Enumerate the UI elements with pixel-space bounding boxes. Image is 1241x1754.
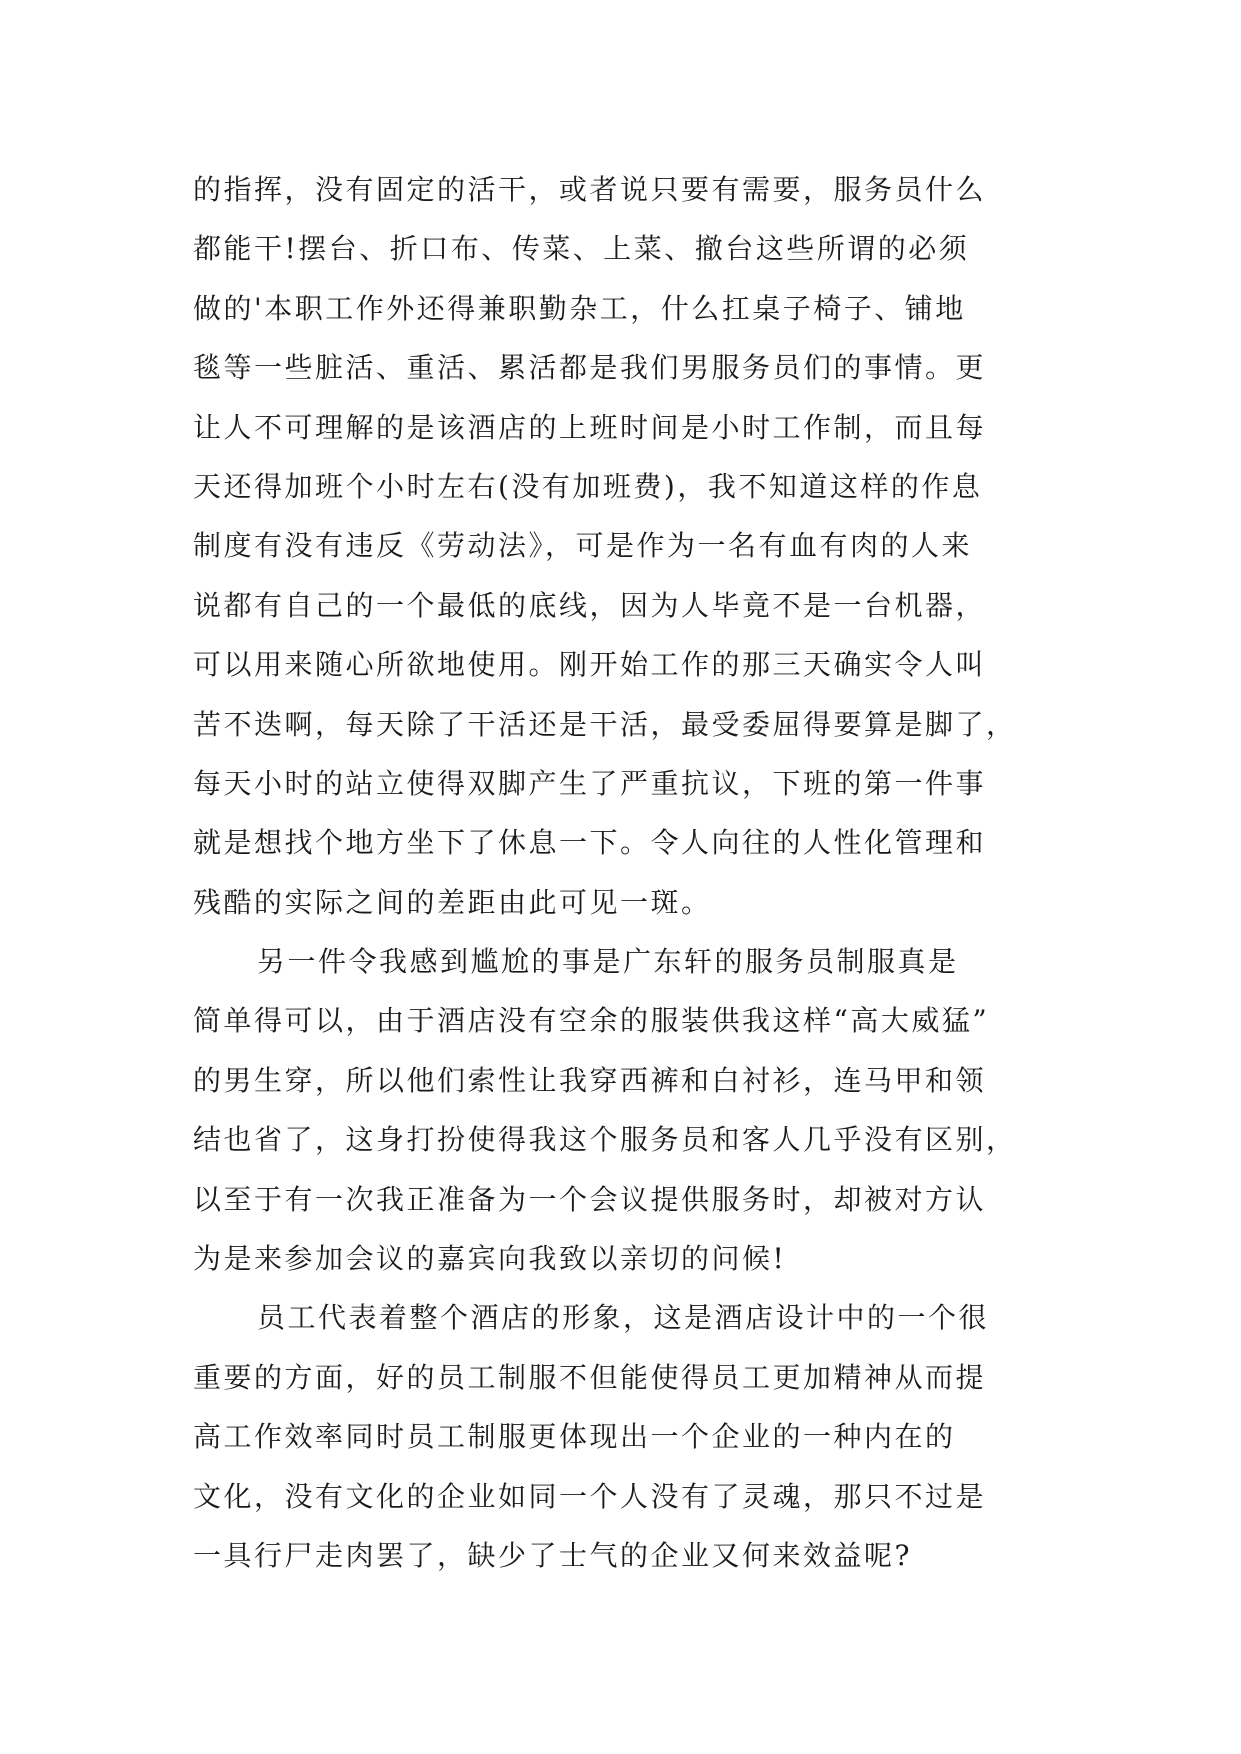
paragraph-start-line: 员工代表着整个酒店的形象，这是酒店设计中的一个很 <box>257 1301 990 1335</box>
text-line: 让人不可理解的是该酒店的上班时间是小时工作制，而且每 <box>193 410 987 444</box>
text-line: 就是想找个地方坐下了休息一下。令人向往的人性化管理和 <box>193 826 987 860</box>
text-line: 重要的方面，好的员工制服不但能使得员工更加精神从而提 <box>193 1360 987 1394</box>
paragraph-start-line: 另一件令我感到尴尬的事是广东轩的服务员制服真是 <box>257 945 959 979</box>
text-line: 可以用来随心所欲地使用。刚开始工作的那三天确实令人叫 <box>193 648 987 682</box>
text-line: 结也省了，这身打扮使得我这个服务员和客人几乎没有区别， <box>193 1123 1017 1157</box>
text-line: 都能干!摆台、折口布、传菜、上菜、撤台这些所谓的必须 <box>193 232 970 266</box>
text-line: 残酷的实际之间的差距由此可见一斑。 <box>193 885 712 919</box>
text-line: 以至于有一次我正准备为一个会议提供服务时，却被对方认 <box>193 1182 987 1216</box>
text-line: 一具行尸走肉罢了，缺少了士气的企业又何来效益呢? <box>193 1538 913 1572</box>
body-text <box>193 160 1073 1585</box>
text-line: 简单得可以，由于酒店没有空余的服装供我这样“高大威猛” <box>193 1004 990 1038</box>
text-line: 苦不迭啊，每天除了干活还是干活，最受委屈得要算是脚了， <box>193 707 1017 741</box>
text-line: 天还得加班个小时左右(没有加班费)，我不知道这样的作息 <box>193 469 983 503</box>
text-line: 高工作效率同时员工制服更体现出一个企业的一种内在的 <box>193 1420 956 1454</box>
text-line: 的指挥，没有固定的活干，或者说只要有需要，服务员什么 <box>193 173 987 206</box>
text-line: 做的'本职工作外还得兼职勤杂工，什么扛桌子椅子、铺地 <box>193 291 966 325</box>
text-line: 制度有没有违反《劳动法》，可是作为一名有血有肉的人来 <box>193 529 973 563</box>
text-line: 为是来参加会议的嘉宾向我致以亲切的问候! <box>193 1242 787 1276</box>
text-line: 说都有自己的一个最低的底线，因为人毕竟不是一台机器， <box>193 588 987 622</box>
text-line: 每天小时的站立使得双脚产生了严重抗议，下班的第一件事 <box>193 766 987 800</box>
text-line: 文化，没有文化的企业如同一个人没有了灵魂，那只不过是 <box>193 1479 987 1513</box>
text-line: 的男生穿，所以他们索性让我穿西裤和白衬衫，连马甲和领 <box>193 1063 987 1097</box>
text-line: 毯等一些脏活、重活、累活都是我们男服务员们的事情。更 <box>193 351 987 385</box>
